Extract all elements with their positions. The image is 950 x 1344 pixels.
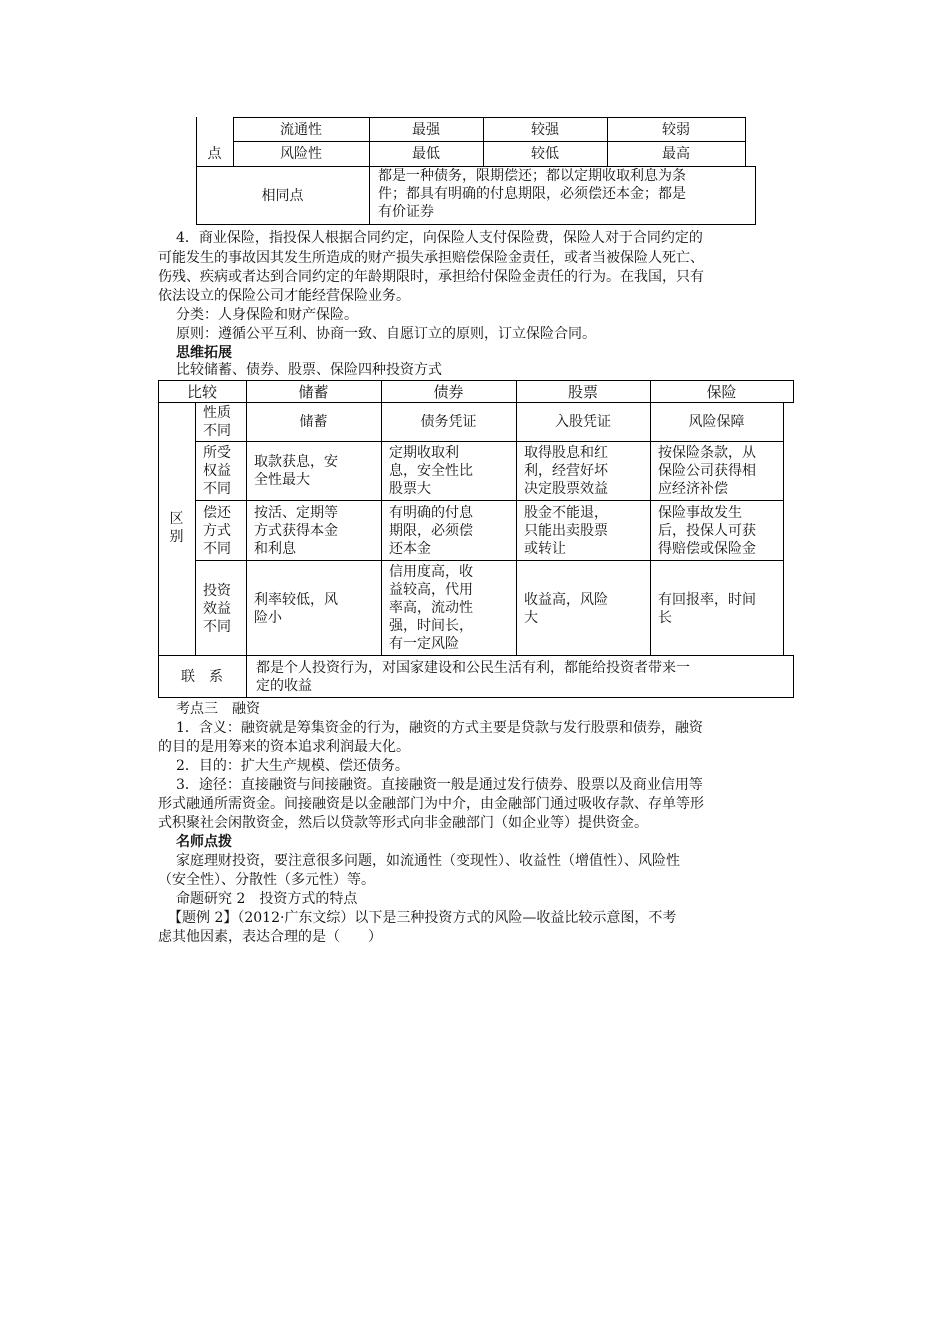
header-bonds: 债券 [433, 382, 464, 401]
header-stocks: 股票 [567, 382, 598, 401]
cell: 较强 [531, 121, 559, 138]
link-label: 联 系 [181, 668, 223, 685]
cell: 较低 [531, 146, 559, 162]
paragraph-line: 依法设立的保险公司才能经营保险业务。 [158, 288, 410, 304]
table-cell: 有明确的付息 期限，必须偿 还本金 [389, 505, 473, 557]
row-name: 流通性 [280, 121, 322, 138]
example-line: 虑其他因素，表达合理的是（ ） [158, 929, 382, 945]
paragraph-line: 2．目的：扩大生产规模、偿还债务。 [176, 758, 409, 774]
row-label-rights: 所受 权益 不同 [203, 445, 231, 497]
cell: 最强 [412, 121, 440, 138]
table-cell: 股金不能退， 只能出卖股票 或转让 [524, 505, 608, 557]
paragraph-line: 4．商业保险，指投保人根据合同约定，向保险人支付保险费，保险人对于合同约定的 [176, 230, 703, 246]
link-text: 都是个人投资行为，对国家建设和公民生活有利，都能给投资者带来一 定的收益 [256, 660, 690, 694]
cell: 最低 [412, 146, 440, 162]
row-label-returns: 投资 效益 不同 [203, 583, 231, 635]
paragraph-line: 的目的是用筹来的资本追求利润最大化。 [158, 739, 410, 755]
section-title: 命题研究 2 投资方式的特点 [176, 891, 358, 907]
paragraph-line: （安全性）、分散性（多元性）等。 [158, 872, 375, 888]
table-cell: 保险事故发生 后，投保人可获 得赔偿或保险金 [658, 505, 756, 557]
table-cell: 取款获息，安 全性最大 [254, 454, 338, 488]
paragraph-line: 形式融通所需资金。间接融资是以金融部门为中介，由金融部门通过吸收存款、存单等形 [158, 796, 704, 812]
row-label-nature: 性质 不同 [203, 405, 231, 439]
table-cell: 有回报率，时间 长 [658, 592, 756, 626]
same-point-text: 都是一种债务，限期偿还；都以定期收取利息为条 件；都具有明确的付息期限，必须偿还本金；都是 有价证券 [378, 168, 686, 220]
table-cell: 按保险条款，从 保险公司获得相 应经济补偿 [658, 445, 756, 497]
table-cell: 债务凭证 [420, 414, 477, 430]
same-point-label: 相同点 [261, 187, 304, 204]
paragraph-line: 3．途径：直接融资与间接融资。直接融资一般是通过发行债券、股票以及商业信用等 [176, 777, 703, 793]
row-label-repayment: 偿还 方式 不同 [203, 505, 231, 557]
row-group-label: 点 [207, 145, 222, 162]
paragraph-line: 1．含义：融资就是筹集资金的行为，融资的方式主要是贷款与发行股票和债券，融资 [176, 720, 703, 736]
example-line: 【题例 2】（2012·广东文综）以下是三种投资方式的风险—收益比较示意图，不考 [168, 910, 677, 926]
paragraph-line: 家庭理财投资，要注意很多问题，如流通性（变现性）、收益性（增值性）、风险性 [176, 853, 680, 869]
insurance-types: 分类：人身保险和财产保险。 [176, 307, 358, 323]
header-compare: 比较 [186, 382, 217, 401]
cell: 较弱 [662, 121, 690, 138]
table-cell: 定期收取利 息，安全性比 股票大 [389, 445, 473, 497]
table-cell: 按活、定期等 方式获得本金 和利息 [254, 505, 338, 557]
section-heading-tips: 名师点拨 [176, 834, 232, 850]
section-heading-extension: 思维拓展 [176, 345, 232, 361]
paragraph-line: 伤残、疾病或者达到合同约定的年龄期限时，承担给付保险金责任的行为。在我国，只有 [158, 269, 704, 285]
difference-label: 区 别 [169, 511, 184, 545]
insurance-principle: 原则：遵循公平互利、协商一致、自愿订立的原则，订立保险合同。 [176, 326, 596, 342]
table-cell: 入股凭证 [555, 414, 611, 430]
row-name: 风险性 [280, 146, 322, 162]
table-cell: 储蓄 [299, 414, 328, 430]
section-title: 考点三 融资 [176, 701, 260, 717]
table-caption: 比较储蓄、债券、股票、保险四种投资方式 [176, 362, 442, 378]
paragraph-line: 式积聚社会闲散资金，然后以贷款等形式向非金融部门（如企业等）提供资金。 [158, 815, 648, 831]
table-cell: 信用度高，收 益较高，代用 率高，流动性 强，时间长， 有一定风险 [389, 564, 473, 652]
table-cell: 利率较低，风 险小 [254, 592, 338, 626]
table-cell: 风险保障 [688, 414, 745, 430]
paragraph-line: 可能发生的事故因其发生所造成的财产损失承担赔偿保险金责任，或者当被保险人死亡、 [158, 250, 704, 266]
table-cell: 收益高，风险 大 [524, 592, 608, 626]
cell: 最高 [662, 146, 690, 162]
header-insurance: 保险 [706, 382, 737, 401]
table-cell: 取得股息和红 利，经营好坏 决定股票效益 [524, 445, 608, 497]
header-savings: 储蓄 [298, 382, 329, 401]
